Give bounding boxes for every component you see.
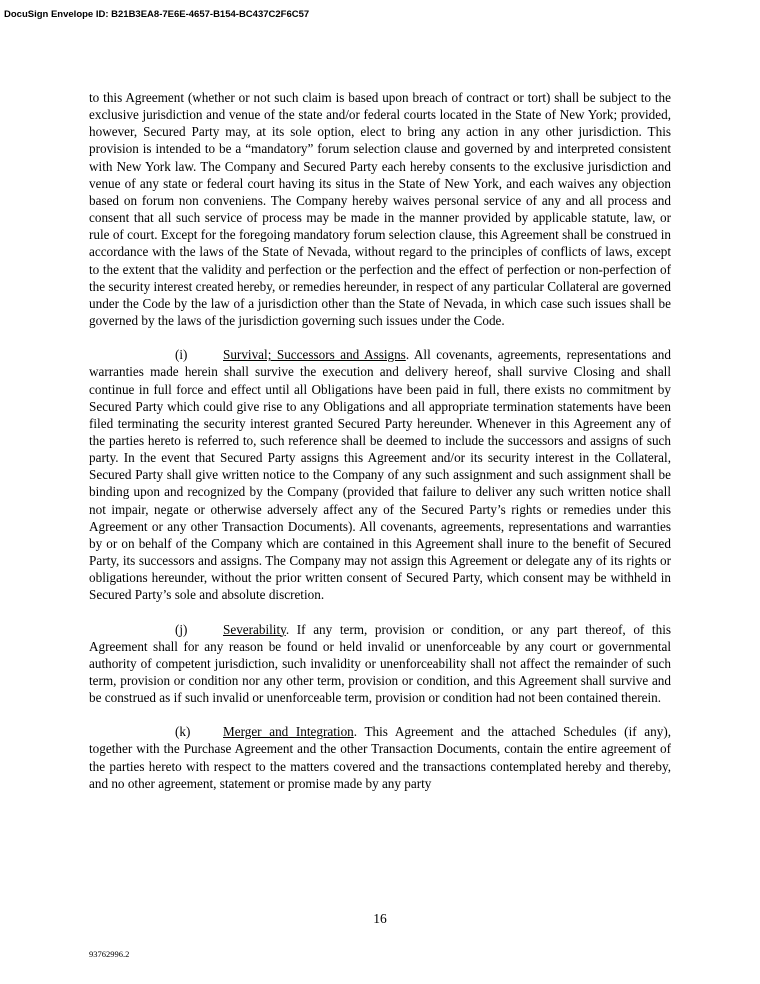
clause-j <box>89 621 671 707</box>
clause-k-heading: Merger and Integration <box>223 724 354 740</box>
clause-i-label: (i) <box>175 347 188 363</box>
document-body <box>89 89 671 809</box>
clause-j-text: . If any term, provision or condition, or any part thereof, of this Agreement shall for any reason be found or held invalid or unenforceable by any court or governmental authority of competent jurisdiction, such invalidity or unenforceability shall not affect the remainder of such term, provision or condition nor any other term, provision or condition, and this Agreement shall survive and be construed as if such invalid or unenforceable term, provision or condition had not been contained therein. <box>89 621 671 706</box>
clause-k <box>89 723 671 792</box>
clause-i-text: . All covenants, agreements, representations and warranties made herein shall survive the execution and delivery hereof, shall survive Closing and shall continue in full force and effect until all Obligations have been paid in full, there exists no commitment by Secured Party which could give rise to any Obligations and all appropriate termination statements have been filed terminating the security interest granted Secured Party hereunder. Whenever in this Agreement any of the parties hereto is referred to, such reference shall be deemed to include the successors and assigns of such party. In the event that Secured Party assigns this Agreement and/or its security interest in the Collateral, Secured Party shall give written notice to the Company of any such assignment and such assignment shall be binding upon and recognized by the Company (provided that failure to deliver any such written notice shall not impair, negate or otherwise adversely affect any of the Secured Party’s rights or remedies under this Agreement or any other Transaction Documents). All covenants, agreements, representations and warranties by or on behalf of the Company which are contained in this Agreement shall inure to the benefit of Secured Party, its successors and assigns. The Company may not assign this Agreement or delegate any of its rights or obligations hereunder, without the prior written consent of Secured Party, which consent may be withheld in Secured Party’s sole and absolute discretion. <box>89 347 671 603</box>
clause-i <box>89 346 671 603</box>
paragraph-continuation: to this Agreement (whether or not such claim is based upon breach of contract or tort) shall be subject to the exclusive jurisdiction and venue of the state and/or federal courts located in the State of New York; provided, however, Secured Party may, at its sole option, elect to bring any action in any other jurisdiction. This provision is intended to be a “mandatory” forum selection clause and governed by and interpreted consistent with New York law. The Company and Secured Party each hereby consents to the exclusive jurisdiction and venue of any state or federal court having its situs in the State of New York, and each waives any objection based on forum non conveniens. The Company hereby waives personal service of any and all process and consent that all such service of process may be made in the manner provided by applicable statute, law, or rule of court. Except for the foregoing mandatory forum selection clause, this Agreement shall be construed in accordance with the laws of the State of Nevada, without regard to the principles of conflicts of laws, except to the extent that the validity and perfection or the perfection and the effect of perfection or non-perfection of the security interest created hereby, or remedies hereunder, in respect of any particular Collateral are governed under the Code by the law of a jurisdiction other than the State of Nevada, in which case such issues shall be governed by the laws of the jurisdiction governing such issues under the Code. <box>89 90 671 329</box>
page-number: 16 <box>373 911 387 926</box>
document-id: 93762996.2 <box>89 949 130 959</box>
clause-i-heading: Survival; Successors and Assigns <box>223 347 406 363</box>
clause-j-heading: Severability <box>223 621 286 637</box>
clause-k-text: . This Agreement and the attached Schedules (if any), together with the Purchase Agreement and the other Transaction Documents, contain the entire agreement of the parties hereto with respect to the matters covered and the transactions contemplated hereby and thereby, and no other agreement, statement or promise made by any party <box>89 724 672 791</box>
clause-k-label: (k) <box>175 724 191 740</box>
clause-j-label: (j) <box>175 621 188 637</box>
docusign-envelope-id: DocuSign Envelope ID: B21B3EA8-7E6E-4657-B154-BC437C2F6C57 <box>4 9 310 20</box>
